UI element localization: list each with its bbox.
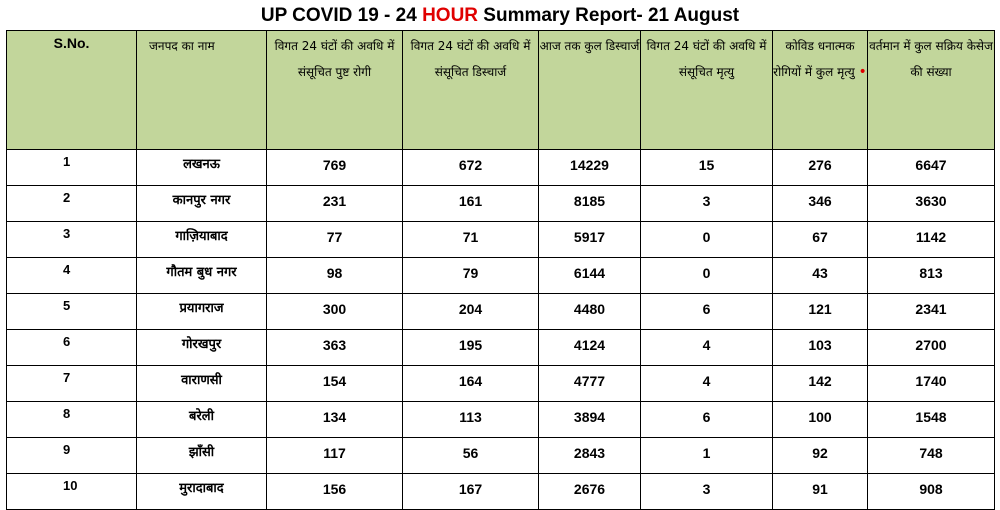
cell-district: लखनऊ <box>137 150 267 186</box>
cell-total-discharges: 4777 <box>539 366 641 402</box>
table-row <box>7 366 995 402</box>
cell-total-discharges: 2843 <box>539 438 641 474</box>
cell-active-cases: 6647 <box>868 150 995 186</box>
table-row <box>7 258 995 294</box>
cell-district: गाज़ियाबाद <box>137 222 267 258</box>
table-row <box>7 402 995 438</box>
report-title <box>0 4 1000 28</box>
title-prefix: UP COVID 19 - 24 <box>260 5 423 26</box>
cell-active-cases: 1548 <box>868 402 995 438</box>
cell-total-deaths: 121 <box>773 294 868 330</box>
cell-new-deaths: 3 <box>641 474 773 510</box>
cell-new-discharges: 161 <box>403 186 539 222</box>
cell-new-discharges: 164 <box>403 366 539 402</box>
table-row <box>7 222 995 258</box>
cell-district: गोरखपुर <box>137 330 267 366</box>
cell-active-cases: 1740 <box>868 366 995 402</box>
cell-total-deaths: 67 <box>773 222 868 258</box>
cell-new-deaths: 4 <box>641 366 773 402</box>
cell-active-cases: 908 <box>868 474 995 510</box>
header-sno: S.No. <box>7 31 137 150</box>
cell-new-cases: 300 <box>267 294 403 330</box>
cell-new-discharges: 672 <box>403 150 539 186</box>
cell-sno: 1 <box>7 150 137 186</box>
cell-active-cases: 2700 <box>868 330 995 366</box>
cell-district: मुरादाबाद <box>137 474 267 510</box>
cell-new-deaths: 3 <box>641 186 773 222</box>
cell-new-cases: 154 <box>267 366 403 402</box>
cell-new-discharges: 79 <box>403 258 539 294</box>
cell-new-discharges: 195 <box>403 330 539 366</box>
cell-new-cases: 156 <box>267 474 403 510</box>
cell-new-discharges: 56 <box>403 438 539 474</box>
cell-new-discharges: 113 <box>403 402 539 438</box>
cell-total-deaths: 91 <box>773 474 868 510</box>
cell-new-deaths: 4 <box>641 330 773 366</box>
cell-district: बरेली <box>137 402 267 438</box>
cell-new-cases: 769 <box>267 150 403 186</box>
cell-total-deaths: 43 <box>773 258 868 294</box>
cell-new-deaths: 0 <box>641 222 773 258</box>
cell-total-deaths: 100 <box>773 402 868 438</box>
cell-district: झाँसी <box>137 438 267 474</box>
cell-new-discharges: 71 <box>403 222 539 258</box>
cell-new-cases: 134 <box>267 402 403 438</box>
cell-total-deaths: 92 <box>773 438 868 474</box>
cell-sno: 2 <box>7 186 137 222</box>
cell-district: कानपुर नगर <box>137 186 267 222</box>
cell-total-discharges: 5917 <box>539 222 641 258</box>
cell-district: गौतम बुध नगर <box>137 258 267 294</box>
cell-new-cases: 77 <box>267 222 403 258</box>
table-row <box>7 294 995 330</box>
cell-new-deaths: 0 <box>641 258 773 294</box>
cell-active-cases: 813 <box>868 258 995 294</box>
cell-total-deaths: 142 <box>773 366 868 402</box>
cell-total-deaths: 103 <box>773 330 868 366</box>
cell-new-discharges: 167 <box>403 474 539 510</box>
cell-sno: 7 <box>7 366 137 402</box>
header-row <box>7 31 995 150</box>
cell-total-discharges: 8185 <box>539 186 641 222</box>
cell-active-cases: 3630 <box>868 186 995 222</box>
cell-sno: 5 <box>7 294 137 330</box>
header-new-deaths: विगत 24 घंटों की अवधि में संसूचित मृत्यु <box>641 31 773 150</box>
red-dot-marker: • <box>858 64 867 80</box>
cell-active-cases: 2341 <box>868 294 995 330</box>
cell-total-discharges: 2676 <box>539 474 641 510</box>
header-new-discharges: विगत 24 घंटों की अवधि में संसूचित डिस्चार्ज <box>403 31 539 150</box>
title-highlight: HOUR <box>422 5 479 26</box>
cell-total-deaths: 346 <box>773 186 868 222</box>
cell-new-discharges: 204 <box>403 294 539 330</box>
cell-new-deaths: 6 <box>641 402 773 438</box>
cell-new-cases: 363 <box>267 330 403 366</box>
cell-new-cases: 98 <box>267 258 403 294</box>
cell-total-discharges: 4124 <box>539 330 641 366</box>
header-total-deaths <box>773 31 868 150</box>
header-total-discharges: आज तक कुल डिस्चार्ज <box>539 31 641 150</box>
cell-sno: 6 <box>7 330 137 366</box>
cell-total-discharges: 14229 <box>539 150 641 186</box>
cell-total-discharges: 3894 <box>539 402 641 438</box>
title-suffix: Summary Report- 21 August <box>478 5 740 26</box>
table-row <box>7 186 995 222</box>
header-new-cases: विगत 24 घंटों की अवधि में संसूचित पुष्ट रोगी <box>267 31 403 150</box>
cell-active-cases: 1142 <box>868 222 995 258</box>
cell-active-cases: 748 <box>868 438 995 474</box>
cell-sno: 8 <box>7 402 137 438</box>
table-row <box>7 474 995 510</box>
cell-new-deaths: 1 <box>641 438 773 474</box>
cell-new-cases: 117 <box>267 438 403 474</box>
header-total-deaths-label: कोविड धनात्मक रोगियों में कुल मृत्यु <box>773 39 855 79</box>
cell-district: वाराणसी <box>137 366 267 402</box>
header-active-cases: वर्तमान में कुल सक्रिय केसेज की संख्या <box>868 31 995 150</box>
cell-total-discharges: 6144 <box>539 258 641 294</box>
cell-total-deaths: 276 <box>773 150 868 186</box>
cell-new-cases: 231 <box>267 186 403 222</box>
cell-new-deaths: 6 <box>641 294 773 330</box>
table-row <box>7 150 995 186</box>
table-row <box>7 330 995 366</box>
cell-new-deaths: 15 <box>641 150 773 186</box>
summary-table <box>6 30 995 510</box>
cell-district: प्रयागराज <box>137 294 267 330</box>
table-row <box>7 438 995 474</box>
cell-sno: 4 <box>7 258 137 294</box>
cell-total-discharges: 4480 <box>539 294 641 330</box>
cell-sno: 9 <box>7 438 137 474</box>
cell-sno: 10 <box>7 474 137 510</box>
header-district: जनपद का नाम <box>137 31 267 150</box>
cell-sno: 3 <box>7 222 137 258</box>
